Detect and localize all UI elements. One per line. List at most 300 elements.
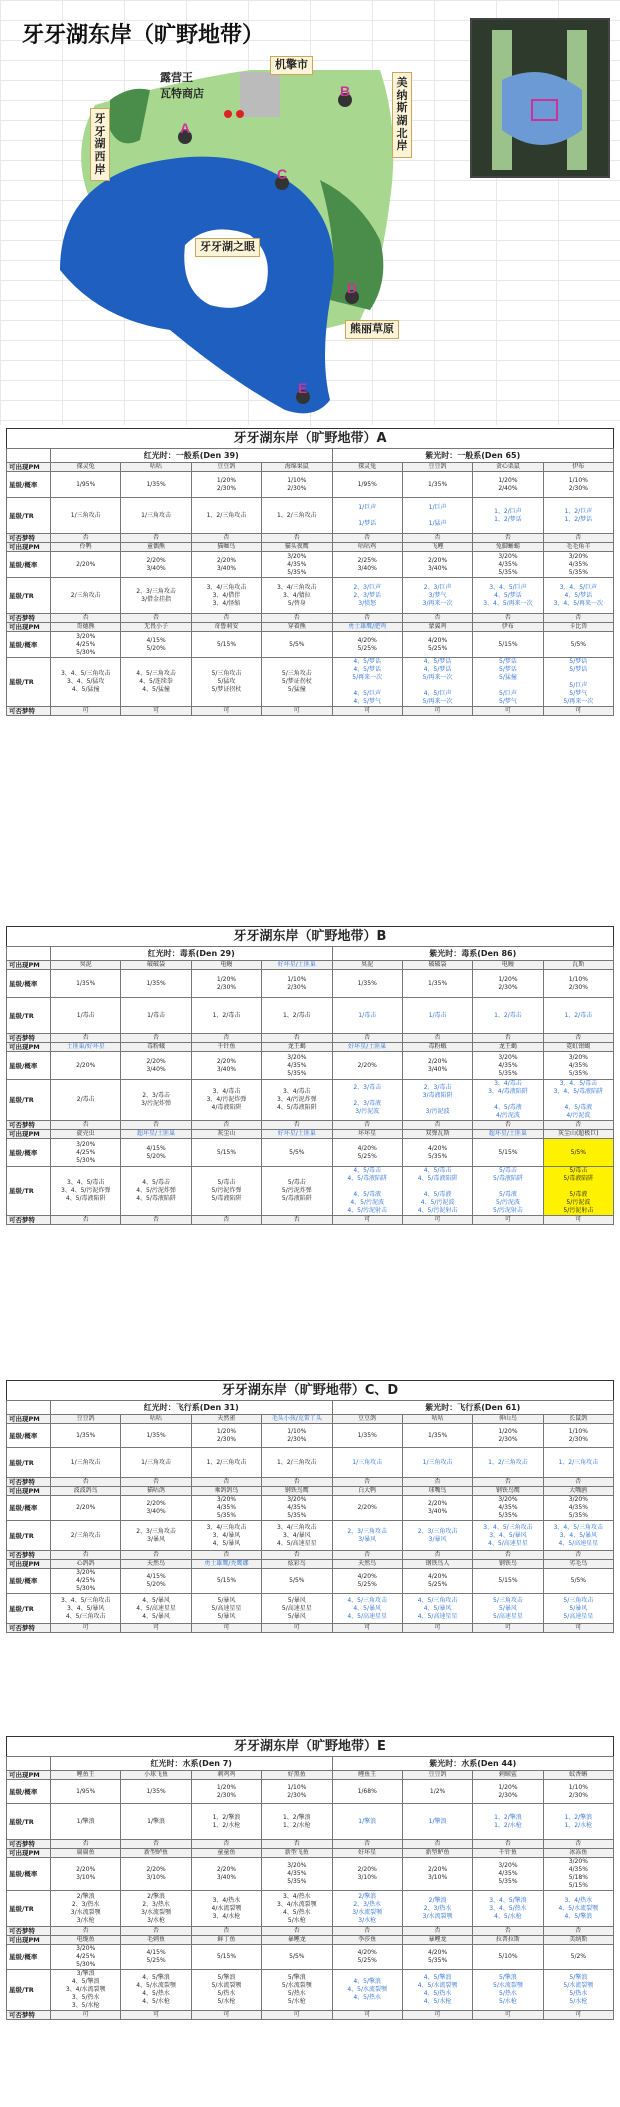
label-camp-king: 露营王	[160, 71, 193, 84]
row-label: 星级/概率	[7, 1052, 51, 1080]
cell-pm: 豆豆鸽	[402, 463, 472, 472]
den-section-1	[6, 926, 614, 1225]
cell-tr: 4、5/三角攻击 4、5/连续拳 4、5/猛撞	[121, 658, 191, 707]
cell-pm: 电鳗	[191, 961, 261, 970]
row-tr	[7, 1167, 614, 1216]
row-star	[7, 1139, 614, 1167]
cell-star: 4/20% 5/25%	[332, 1569, 402, 1594]
cell-star: 3/20% 4/25% 5/30%	[51, 1139, 121, 1167]
cell-tr: 5/三角攻击 5/暴风 5/高速星星	[473, 1594, 543, 1624]
row-label: 可出现PM	[7, 961, 51, 970]
row-label: 可出现PM	[7, 1771, 51, 1780]
cell-dream: 可	[543, 1216, 613, 1225]
cell-star: 1/95%	[332, 472, 402, 498]
row-star	[7, 472, 614, 498]
den-marker-d[interactable]	[345, 280, 359, 304]
label-yaya-west: 牙牙湖西岸	[90, 108, 110, 181]
cell-pm: 好坏星/土匪巢	[262, 1130, 332, 1139]
cell-pm: 破破袋	[121, 961, 191, 970]
row-label: 可出现PM	[7, 1415, 51, 1424]
cell-tr: 1/巨声 1/梦话	[332, 498, 402, 534]
cell-star: 1/10% 2/30%	[543, 1424, 613, 1448]
row-pm	[7, 1560, 614, 1569]
cell-tr: 4、5/三角攻击 4、5/暴风 4、5/高速星星	[332, 1594, 402, 1624]
cell-pm: 毛头小孩/克雷丫头	[262, 1415, 332, 1424]
cell-star: 1/20% 2/40%	[473, 472, 543, 498]
cell-pm: 咕咕	[402, 1415, 472, 1424]
cell-pm: 扁扁鱼	[51, 1849, 121, 1858]
red-den-header: 红光时：飞行系(Den 31)	[51, 1401, 333, 1415]
cell-star: 5/5%	[543, 1569, 613, 1594]
den-marker-a[interactable]	[178, 120, 192, 144]
cell-star: 5/15%	[191, 632, 261, 658]
cell-pm: 拉普拉斯	[473, 1936, 543, 1945]
cell-tr: 1/三角攻击	[51, 498, 121, 534]
cell-tr: 4、5/暴风 4、5/高速星星 4、5/暴风	[121, 1594, 191, 1624]
cell-pm: 好坏星	[332, 1849, 402, 1858]
row-pm	[7, 961, 614, 970]
cell-tr: 1/擎浪	[51, 1804, 121, 1840]
cell-star: 2/20% 3/10%	[121, 1858, 191, 1891]
cell-pm: 臭泥	[332, 961, 402, 970]
cell-dream: 否	[262, 1840, 332, 1849]
row-label: 星级/TR	[7, 998, 51, 1034]
cell-tr: 2、3/三角攻击 3/暴风	[332, 1521, 402, 1551]
cell-dream: 可	[51, 2011, 121, 2020]
row-label: 星级/概率	[7, 1139, 51, 1167]
cell-pm: 暴鲤龙	[262, 1936, 332, 1945]
cell-dream: 可	[262, 1624, 332, 1633]
cell-pm: 劣毛鸟	[543, 1560, 613, 1569]
cell-dream: 否	[51, 1478, 121, 1487]
cell-star: 5/15%	[191, 1569, 261, 1594]
cell-star: 4/15% 5/20%	[121, 632, 191, 658]
cell-pm: 小球飞鱼	[121, 1771, 191, 1780]
cell-star: 1/20% 2/30%	[191, 1424, 261, 1448]
cell-star: 2/20% 3/40%	[402, 552, 472, 578]
svg-text:E: E	[298, 380, 308, 396]
cell-dream: 否	[191, 1551, 261, 1560]
row-dream	[7, 707, 614, 716]
label-yaya-eye: 牙牙湖之眼	[195, 238, 260, 257]
cell-star: 4/20% 5/25%	[332, 632, 402, 658]
cell-dream: 否	[51, 1121, 121, 1130]
row-label: 可否梦特	[7, 1478, 51, 1487]
cell-pm: 兔脚蜥蜴	[473, 543, 543, 552]
cell-pm: 破破袋	[402, 961, 472, 970]
cell-pm: 土匪巢/好坏星	[51, 1043, 121, 1052]
row-tr	[7, 1594, 614, 1624]
cell-tr: 3、4、5/毒击 3、4、5/毒液陷阱 4、5/毒液 4/污泥波	[543, 1080, 613, 1121]
cell-pm: 天然鸟	[332, 1560, 402, 1569]
map-title: 牙牙湖东岸（旷野地带）	[22, 23, 265, 48]
row-pm	[7, 1936, 614, 1945]
cell-tr: 5/擎浪 5/水流裂颚 5/热水 5/水枪	[543, 1970, 613, 2011]
cell-tr: 3、4/毒击 3、4/污泥炸弹 4/毒液陷阱	[191, 1080, 261, 1121]
row-star	[7, 632, 614, 658]
cell-dream: 否	[191, 1034, 261, 1043]
cell-pm: 豆豆鸽	[332, 1415, 402, 1424]
cell-tr: 1、2/毒击	[262, 998, 332, 1034]
cell-star: 2/20% 3/10%	[332, 1858, 402, 1891]
row-label: 星级/概率	[7, 472, 51, 498]
cell-tr: 3/擎浪 4、5/擎浪 3、4/水流裂颚 3、5/热水 3、5/水枪	[51, 1970, 121, 2011]
row-label: 可否梦特	[7, 1840, 51, 1849]
row-pm	[7, 1487, 614, 1496]
cell-star: 3/20% 4/25% 5/30%	[51, 1945, 121, 1970]
cell-pm: 超坏星/土匪巢	[473, 1130, 543, 1139]
cell-star: 3/20% 4/35% 5/35%	[543, 1052, 613, 1080]
cell-dream: 否	[543, 1927, 613, 1936]
cell-dream: 否	[543, 1478, 613, 1487]
cell-tr: 4、5/擎浪 4、5/水流裂颚 4、5/热水	[332, 1970, 402, 2011]
cell-pm: 伸山鸟	[473, 1415, 543, 1424]
row-dream	[7, 534, 614, 543]
cell-dream: 否	[191, 1478, 261, 1487]
cell-dream: 否	[51, 1216, 121, 1225]
cell-star: 3/20% 4/35% 5/18% 5/15%	[543, 1858, 613, 1891]
red-den-header: 红光时：一般系(Den 39)	[51, 449, 333, 463]
cell-star: 3/20% 4/35% 5/35%	[543, 552, 613, 578]
cell-star: 2/20% 3/40%	[121, 1052, 191, 1080]
cell-pm: 鲜丁鱼	[191, 1936, 261, 1945]
cell-tr: 1、2/巨声 1、2/梦话	[473, 498, 543, 534]
cell-dream: 否	[332, 1034, 402, 1043]
cell-star: 4/15% 5/25%	[121, 1945, 191, 1970]
den-section-2	[6, 1380, 614, 1633]
cell-dream: 否	[262, 534, 332, 543]
cell-pm: 新型鲈鱼	[402, 1849, 472, 1858]
row-label: 可否梦特	[7, 1216, 51, 1225]
cell-pm: 伊布	[543, 463, 613, 472]
cell-tr: 1/毒击	[51, 998, 121, 1034]
cell-star: 3/20% 4/35% 5/35%	[262, 1858, 332, 1891]
cell-pm: 蒙翼鸡	[402, 623, 472, 632]
cell-tr: 1/巨声 1/猛声	[402, 498, 472, 534]
cell-dream: 否	[191, 1216, 261, 1225]
cell-pm: 电鳗	[473, 961, 543, 970]
cell-tr: 2/三角攻击	[51, 1521, 121, 1551]
cell-dream: 否	[402, 1478, 472, 1487]
cell-tr: 3、4、5/三角攻击 3、4、5/暴风 4、5/高速星星	[543, 1521, 613, 1551]
cell-star: 1/35%	[332, 1424, 402, 1448]
row-dream	[7, 1551, 614, 1560]
cell-star: 3/20% 4/35% 5/35%	[473, 1858, 543, 1891]
cell-tr: 3、4/热水 4/水流裂颚 3、4/水枪	[191, 1891, 261, 1927]
row-label: 可否梦特	[7, 1551, 51, 1560]
cell-tr: 5/毒击 5/污泥炸弹 5/毒液陷阱	[262, 1167, 332, 1216]
cell-star: 1/35%	[402, 1424, 472, 1448]
cell-star: 1/10% 2/30%	[262, 472, 332, 498]
cell-star: 1/95%	[51, 472, 121, 498]
cell-star: 1/20% 2/30%	[473, 1780, 543, 1804]
cell-dream: 否	[332, 1840, 402, 1849]
den-marker-c[interactable]	[275, 166, 289, 190]
cell-pm: 灰尘山	[191, 1130, 261, 1139]
cell-star: 2/20%	[51, 1496, 121, 1521]
row-dream	[7, 1927, 614, 1936]
row-pm	[7, 1043, 614, 1052]
cell-star: 1/35%	[402, 970, 472, 998]
cell-star: 4/20% 5/35%	[402, 1139, 472, 1167]
row-label: 可出现PM	[7, 543, 51, 552]
cell-star: 2/20% 3/40%	[402, 1496, 472, 1521]
cell-pm: 毛刺鱼	[121, 1936, 191, 1945]
cell-pm: 乘鸽鸽鸟	[191, 1487, 261, 1496]
cell-pm: 臭泥	[51, 961, 121, 970]
row-tr	[7, 1080, 614, 1121]
cell-tr: 3、4/热水 3、4/水流裂颚 4、5/热水 5/水枪	[262, 1891, 332, 1927]
row-label: 可否梦特	[7, 1034, 51, 1043]
cell-pm: 童童鱼	[191, 1849, 261, 1858]
cell-dream: 否	[51, 1840, 121, 1849]
cell-tr: 1、2/擎浪 1、2/水枪	[473, 1804, 543, 1840]
cell-star: 2/20%	[332, 1496, 402, 1521]
row-dream	[7, 614, 614, 623]
cell-star: 1/35%	[51, 970, 121, 998]
cell-star: 3/20% 4/35% 5/35%	[262, 1052, 332, 1080]
cell-star: 2/20%	[332, 1052, 402, 1080]
row-label: 星级/TR	[7, 498, 51, 534]
row-star	[7, 1780, 614, 1804]
cell-dream: 否	[402, 1551, 472, 1560]
cell-dream: 否	[51, 534, 121, 543]
row-star	[7, 1052, 614, 1080]
header-corner	[7, 1401, 51, 1415]
cell-dream: 否	[473, 1927, 543, 1936]
row-label: 星级/概率	[7, 1569, 51, 1594]
cell-star: 4/20% 5/25%	[332, 1139, 402, 1167]
cell-dream: 否	[332, 1478, 402, 1487]
cell-star: 1/20% 2/30%	[473, 1424, 543, 1448]
row-dream	[7, 1034, 614, 1043]
section-title: 牙牙湖东岸（旷野地带）A	[6, 428, 614, 448]
cell-pm: 龙王蝎	[262, 1043, 332, 1052]
row-label: 星级/TR	[7, 658, 51, 707]
cell-pm: 千针鱼	[473, 1849, 543, 1858]
row-star	[7, 1945, 614, 1970]
row-star	[7, 1569, 614, 1594]
cell-tr: 4、5/擎浪 4、5/水流裂颚 4、5/热水 4、5/水枪	[402, 1970, 472, 2011]
den-table	[6, 946, 614, 1225]
header-corner	[7, 1757, 51, 1771]
cell-pm: 豆豆鸽	[191, 463, 261, 472]
cell-dream: 否	[191, 534, 261, 543]
cell-dream: 否	[332, 1551, 402, 1560]
cell-star: 1/10% 2/30%	[262, 970, 332, 998]
row-label: 星级/TR	[7, 1970, 51, 2011]
cell-tr: 5/擎浪 5/水流裂颚 5/热水 5/水枪	[262, 1970, 332, 2011]
cell-dream: 否	[402, 1121, 472, 1130]
cell-star: 2/20%	[51, 1052, 121, 1080]
svg-text:A: A	[180, 120, 191, 136]
cell-tr: 4、5/毒击 4、5/污泥炸弹 4、5/毒液陷阱	[121, 1167, 191, 1216]
cell-tr: 2/毒击	[51, 1080, 121, 1121]
section-title: 牙牙湖东岸（旷野地带）E	[6, 1736, 614, 1756]
cell-star: 5/15%	[473, 632, 543, 658]
cell-pm: 钢铁鸟鹰	[262, 1487, 332, 1496]
cell-star: 2/20% 3/10%	[402, 1858, 472, 1891]
cell-pm: 钢铁鸟	[473, 1560, 543, 1569]
cell-pm: 坏坏星	[332, 1130, 402, 1139]
cell-dream: 否	[402, 614, 472, 623]
cell-pm: 毒粉蛾	[121, 1043, 191, 1052]
cell-tr: 4、5/擎浪 4、5/水流裂颚 4、5/热水 4、5/水枪	[121, 1970, 191, 2011]
cell-star: 3/20% 4/35% 5/35%	[262, 552, 332, 578]
row-tr	[7, 998, 614, 1034]
cell-pm: 咕咕	[121, 463, 191, 472]
cell-tr: 2/擎浪 2、3/热水 3/水流裂颚	[402, 1891, 472, 1927]
cell-star: 1/10% 2/30%	[543, 1780, 613, 1804]
den-marker-b[interactable]	[338, 83, 352, 107]
cell-dream: 否	[402, 1840, 472, 1849]
row-star	[7, 1424, 614, 1448]
cell-star: 4/15% 5/20%	[121, 1139, 191, 1167]
cell-pm: 瓦斯	[543, 961, 613, 970]
cell-tr: 1/毒击	[121, 998, 191, 1034]
cell-dream: 否	[51, 1927, 121, 1936]
cell-dream: 否	[473, 1840, 543, 1849]
cell-dream: 否	[332, 1927, 402, 1936]
cell-tr: 1、2/擎浪 1、2/水枪	[262, 1804, 332, 1840]
cell-tr: 1/三角攻击	[121, 1448, 191, 1478]
row-label: 星级/TR	[7, 578, 51, 614]
cell-tr: 2、3/三角攻击 3/暴风	[121, 1521, 191, 1551]
cell-star: 3/20% 4/35% 5/35%	[543, 1496, 613, 1521]
cell-dream: 否	[402, 1034, 472, 1043]
row-pm	[7, 543, 614, 552]
cell-pm: 无畏小子	[121, 623, 191, 632]
cell-tr: 1/毒击	[332, 998, 402, 1034]
cell-pm: 天然雀	[191, 1415, 261, 1424]
cell-tr: 3、4、5/三角攻击 3、4、5/猛攻 4、5/猛撞	[51, 658, 121, 707]
cell-pm: 钢铁鸟鹰	[473, 1487, 543, 1496]
cell-dream: 否	[473, 1551, 543, 1560]
cell-star: 1/10% 2/30%	[262, 1780, 332, 1804]
cell-dream: 否	[262, 1551, 332, 1560]
cell-pm: 毛毛角羊	[543, 543, 613, 552]
label-watt-shop: 瓦特商店	[160, 87, 204, 100]
cell-star: 5/15%	[191, 1945, 261, 1970]
row-label: 可否梦特	[7, 1927, 51, 1936]
row-label: 可否梦特	[7, 534, 51, 543]
cell-tr: 3、4/毒击 3、4/毒液陷阱 4、5/毒液 4/污泥波	[473, 1080, 543, 1121]
npc-marker-red	[236, 110, 244, 118]
cell-pm: 童偶熊	[121, 543, 191, 552]
cell-tr: 5/三角攻击 5/梦证拐杖 5/猛撞	[262, 658, 332, 707]
red-den-header: 红光时：水系(Den 7)	[51, 1757, 333, 1771]
row-star	[7, 1858, 614, 1891]
cell-pm: 豆豆鸽	[51, 1415, 121, 1424]
cell-pm: 探灵兔	[51, 463, 121, 472]
row-label: 可否梦特	[7, 2011, 51, 2020]
cell-dream: 否	[121, 1216, 191, 1225]
cell-pm: 毒粉蛾	[402, 1043, 472, 1052]
purple-den-header: 紫光时：一般系(Den 65)	[332, 449, 614, 463]
cell-dream: 可	[191, 2011, 261, 2020]
section-title: 牙牙湖东岸（旷野地带）C、D	[6, 1380, 614, 1400]
cell-star: 1/2%	[402, 1780, 472, 1804]
cell-dream: 否	[332, 534, 402, 543]
cell-dream: 否	[473, 1034, 543, 1043]
row-label: 星级/概率	[7, 1780, 51, 1804]
cell-tr: 5/三角攻击 5/猛攻 5/梦证拐杖	[191, 658, 261, 707]
cell-star: 1/10% 2/30%	[543, 472, 613, 498]
cell-dream: 否	[402, 1927, 472, 1936]
cell-dream: 可	[473, 1624, 543, 1633]
cell-pm: 大嘴鸥	[543, 1487, 613, 1496]
cell-tr: 1/三角攻击	[51, 1448, 121, 1478]
cell-star: 4/15% 5/20%	[121, 1569, 191, 1594]
row-dream	[7, 1121, 614, 1130]
cell-pm: 龙王蝎	[473, 1043, 543, 1052]
cell-dream: 否	[121, 1478, 191, 1487]
cell-tr: 4、5/梦话 4、5/梦话 5/再来一次 4、5/巨声 4、5/梦气	[332, 658, 402, 707]
cell-star: 5/15%	[191, 1139, 261, 1167]
cell-pm: 哥德熊	[51, 623, 121, 632]
cell-pm: 新型飞鱼	[262, 1849, 332, 1858]
cell-dream: 可	[121, 707, 191, 716]
cell-pm: 海绵果鼠	[262, 463, 332, 472]
cell-star: 3/20% 4/35% 5/35%	[473, 1496, 543, 1521]
cell-star: 1/35%	[332, 970, 402, 998]
cell-star: 4/20% 5/35%	[402, 1945, 472, 1970]
cell-pm: 新型鲈鱼	[121, 1849, 191, 1858]
cell-dream: 否	[191, 614, 261, 623]
cell-star: 4/20% 5/25%	[332, 1945, 402, 1970]
cell-pm: 咕咕鸡	[332, 543, 402, 552]
row-label: 星级/TR	[7, 1594, 51, 1624]
cell-dream: 否	[473, 614, 543, 623]
cell-pm: 好坏星/土匪巢	[332, 1043, 402, 1052]
cell-star: 5/5%	[262, 1945, 332, 1970]
cell-pm: 蚊香蝌	[543, 1771, 613, 1780]
cell-tr: 5/擎浪 5/水流裂颚 5/热水 5/水枪	[191, 1970, 261, 2011]
cell-tr: 2/三角攻击	[51, 578, 121, 614]
cell-tr: 3、4/毒击 3、4/污泥炸弹 4、5/毒液陷阱	[262, 1080, 332, 1121]
svg-text:D: D	[347, 280, 358, 296]
cell-tr: 1、2/毒击	[191, 998, 261, 1034]
cell-pm: 勇士雄鹰/秃鹰娜	[191, 1560, 261, 1569]
row-label: 可出现PM	[7, 623, 51, 632]
cell-tr: 1、2/擎浪 1、2/水枪	[543, 1804, 613, 1840]
row-star	[7, 970, 614, 998]
cell-star: 1/35%	[121, 1424, 191, 1448]
row-label: 星级/TR	[7, 1521, 51, 1551]
label-bear-plain: 熊丽草原	[345, 320, 399, 339]
cell-dream: 否	[121, 1551, 191, 1560]
cell-pm: 奇鲁莉安	[191, 623, 261, 632]
cell-pm: 炫彩鸟	[262, 1560, 332, 1569]
cell-dream: 可	[473, 707, 543, 716]
cell-star: 1/35%	[121, 472, 191, 498]
cell-pm: 伊布	[473, 623, 543, 632]
cell-tr: 2、3/毒击 3/污泥炸弹	[121, 1080, 191, 1121]
cell-pm: 电缆鱼	[51, 1936, 121, 1945]
cell-dream: 可	[402, 707, 472, 716]
cell-dream: 可	[543, 1624, 613, 1633]
purple-den-header: 紫光时：毒系(Den 86)	[332, 947, 614, 961]
cell-tr: 5/三角攻击 5/暴风 5/高速星星	[543, 1594, 613, 1624]
cell-dream: 可	[402, 1216, 472, 1225]
row-tr	[7, 578, 614, 614]
cell-star: 2/25% 3/40%	[332, 552, 402, 578]
cell-tr: 2、3/三角攻击 3/借金挂指	[121, 578, 191, 614]
row-label: 可出现PM	[7, 1043, 51, 1052]
cell-tr: 1/毒击	[402, 998, 472, 1034]
cell-pm: 勇士雄鹰/肥鸡	[332, 623, 402, 632]
row-dream	[7, 2011, 614, 2020]
